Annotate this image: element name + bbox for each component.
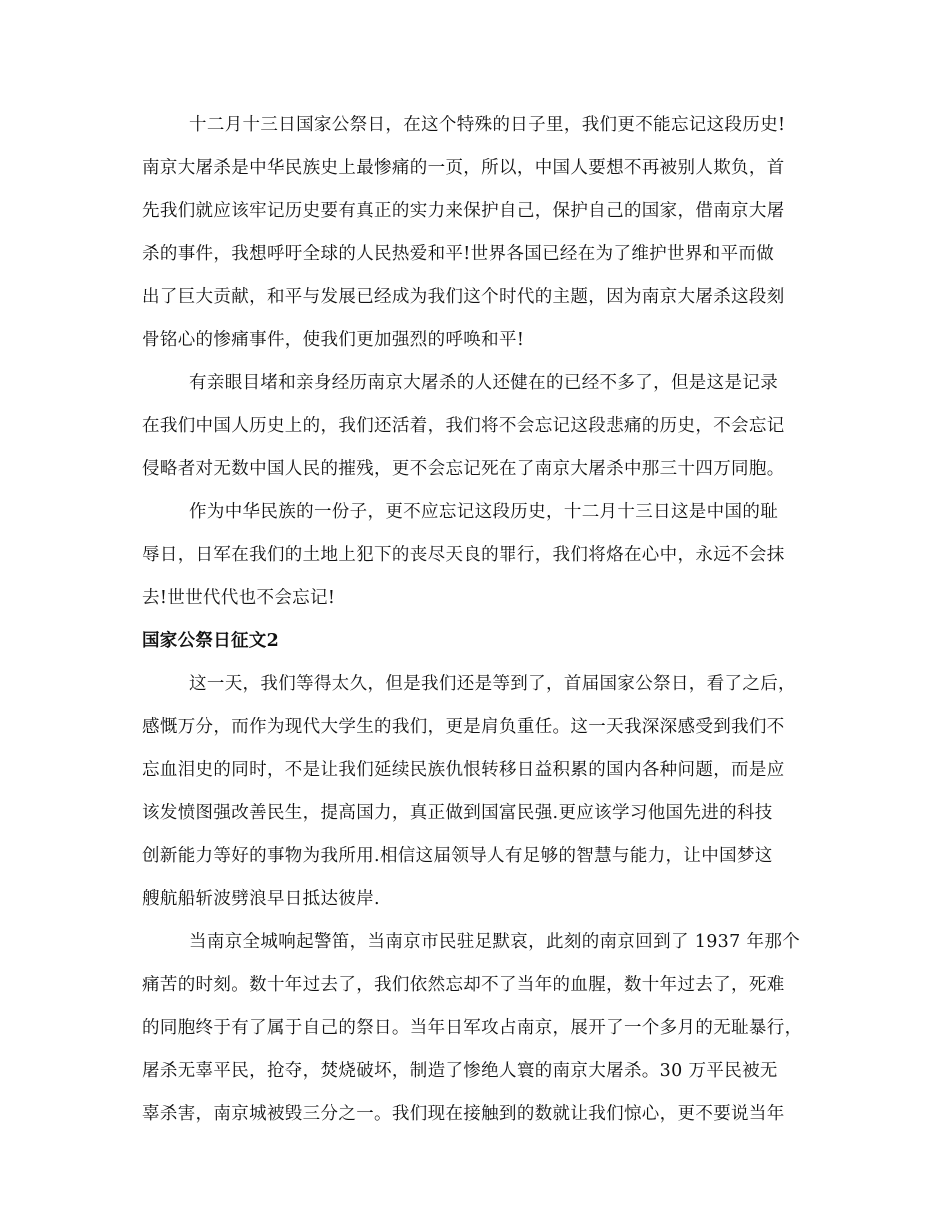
section-heading: 国家公祭日征文2: [142, 631, 280, 651]
paragraph-4-line-4: 该发愤图强改善民生，提高国力，真正做到国富民强.更应该学习他国先进的科技: [142, 803, 773, 823]
paragraph-1-line-1: 十二月十三日国家公祭日，在这个特殊的日子里，我们更不能忘记这段历史!: [189, 115, 786, 135]
paragraph-2-line-3: 侵略者对无数中国人民的摧残，更不会忘记死在了南京大屠杀中那三十四万同胞。: [142, 459, 785, 479]
paragraph-2-line-1: 有亲眼目堵和亲身经历南京大屠杀的人还健在的已经不多了，但是这是记录: [189, 373, 779, 393]
paragraph-3-line-1: 作为中华民族的一份子，更不应忘记这段历史，十二月十三日这是中国的耻: [189, 502, 779, 522]
paragraph-3-line-3: 去!世世代代也不会忘记!: [142, 588, 336, 608]
paragraph-3-line-2: 辱日，日军在我们的土地上犯下的丧尽天良的罪行，我们将烙在心中，永远不会抹: [142, 545, 785, 565]
paragraph-1-line-4: 杀的事件，我想呼吁全球的人民热爱和平!世界各国已经在为了维护世界和平而做: [142, 244, 775, 264]
paragraph-4-line-6: 艘航船斩波劈浪早日抵达彼岸.: [142, 889, 380, 909]
paragraph-4-line-1: 这一天，我们等得太久，但是我们还是等到了，首届国家公祭日，看了之后，: [189, 674, 796, 694]
paragraph-1-line-5: 出了巨大贡献，和平与发展已经成为我们这个时代的主题，因为南京大屠杀这段刻: [142, 287, 785, 307]
paragraph-1-line-6: 骨铭心的惨痛事件，使我们更加强烈的呼唤和平!: [142, 330, 525, 350]
paragraph-5-line-5: 辜杀害，南京城被毁三分之一。我们现在接触到的数就让我们惊心，更不要说当年: [142, 1104, 785, 1124]
paragraph-5-line-3: 的同胞终于有了属于自己的祭日。当年日军攻占南京，展开了一个多月的无耻暴行，: [142, 1018, 803, 1038]
paragraph-2-line-2: 在我们中国人历史上的，我们还活着，我们将不会忘记这段悲痛的历史，不会忘记: [142, 416, 785, 436]
paragraph-1-line-2: 南京大屠杀是中华民族史上最惨痛的一页，所以，中国人要想不再被别人欺负，首: [142, 158, 785, 178]
paragraph-5-line-1: 当南京全城响起警笛，当南京市民驻足默哀，此刻的南京回到了 1937 年那个: [189, 932, 801, 952]
paragraph-5-line-4: 屠杀无辜平民，抢夺，焚烧破坏，制造了惨绝人寰的南京大屠杀。30 万平民被无: [142, 1061, 778, 1081]
paragraph-1-line-3: 先我们就应该牢记历史要有真正的实力来保护自己，保护自己的国家，借南京大屠: [142, 201, 785, 221]
paragraph-5-line-2: 痛苦的时刻。数十年过去了，我们依然忘却不了当年的血腥，数十年过去了，死难: [142, 975, 785, 995]
paragraph-4-line-3: 忘血泪史的同时，不是让我们延续民族仇恨转移日益积累的国内各种问题，而是应: [142, 760, 785, 780]
paragraph-4-line-5: 创新能力等好的事物为我所用.相信这届领导人有足够的智慧与能力，让中国梦这: [142, 846, 773, 866]
paragraph-4-line-2: 感慨万分，而作为现代大学生的我们，更是肩负重任。这一天我深深感受到我们不: [142, 717, 785, 737]
